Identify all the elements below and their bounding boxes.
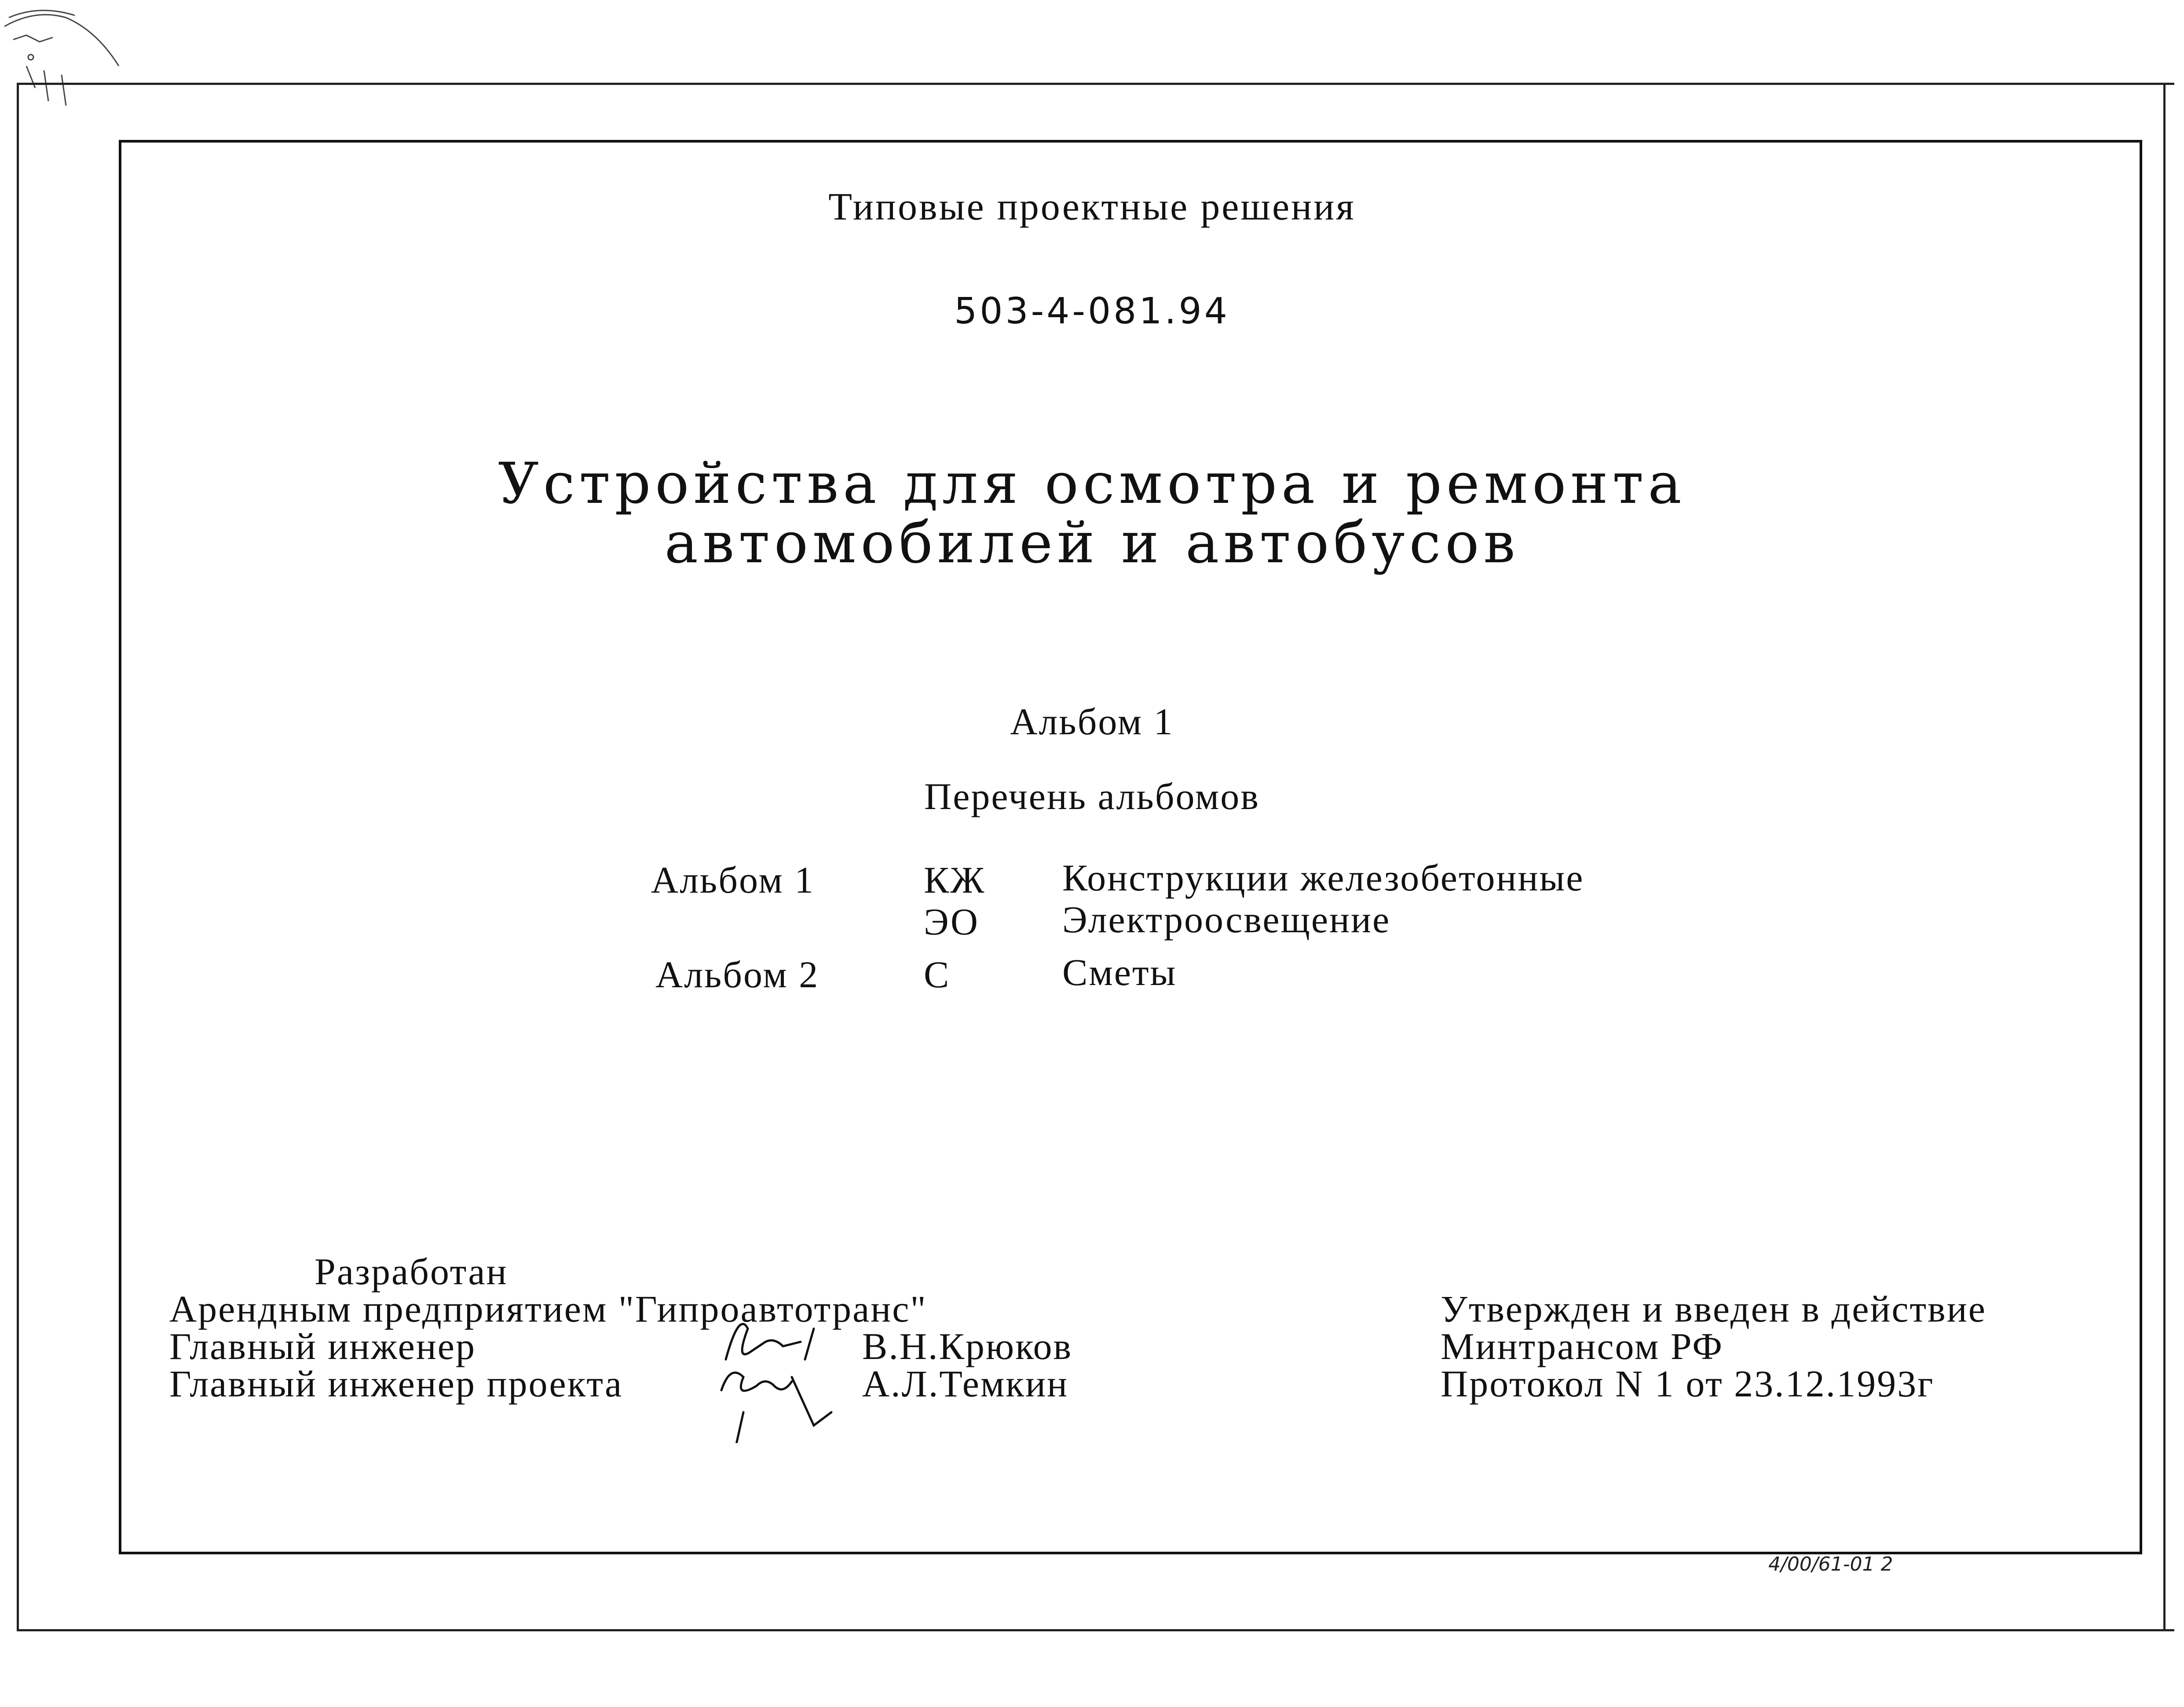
album-list-row3-mark: С	[924, 953, 951, 996]
album-list-row1-name: Конструкции железобетонные	[1062, 857, 1584, 899]
album-list-row1-album: Альбом 1	[651, 859, 815, 901]
chief-engineer-label: Главный инженер	[169, 1325, 476, 1367]
album-list-row2-mark: ЭО	[924, 901, 979, 943]
project-engineer-name: А.Л.Темкин	[862, 1363, 1069, 1405]
project-engineer-label: Главный инженер проекта	[169, 1363, 623, 1405]
document-title-line2: автомобилей и автобусов	[664, 510, 1520, 576]
approval-line1: Утвержден и введен в действие	[1441, 1288, 1986, 1330]
series-title: Типовые проектные решения	[828, 186, 1356, 228]
developer-heading: Разработан	[315, 1250, 508, 1293]
album-list-row1-mark: КЖ	[924, 859, 986, 901]
approval-line2: Минтрансом РФ	[1441, 1325, 1724, 1367]
album-list-row2-name: Электроосвещение	[1062, 898, 1391, 941]
project-code: 503-4-081.94	[954, 290, 1230, 332]
signatures-graphic	[699, 1311, 849, 1443]
sheet-code: 4/00/61-01 2	[1768, 1553, 1893, 1575]
approval-protocol: Протокол N 1 от 23.12.1993г	[1441, 1363, 1935, 1405]
document-title-line1: Устройства для осмотра и ремонта	[498, 451, 1686, 516]
album-list-row3-album: Альбом 2	[655, 953, 819, 996]
album-list-heading: Перечень альбомов	[924, 775, 1260, 817]
chief-engineer-name: В.Н.Крюков	[862, 1325, 1073, 1367]
album-list-row3-name: Сметы	[1062, 951, 1177, 993]
developer-org: Арендным предприятием "Гипроавтотранс"	[169, 1288, 927, 1330]
album-label: Альбом 1	[1010, 700, 1174, 743]
